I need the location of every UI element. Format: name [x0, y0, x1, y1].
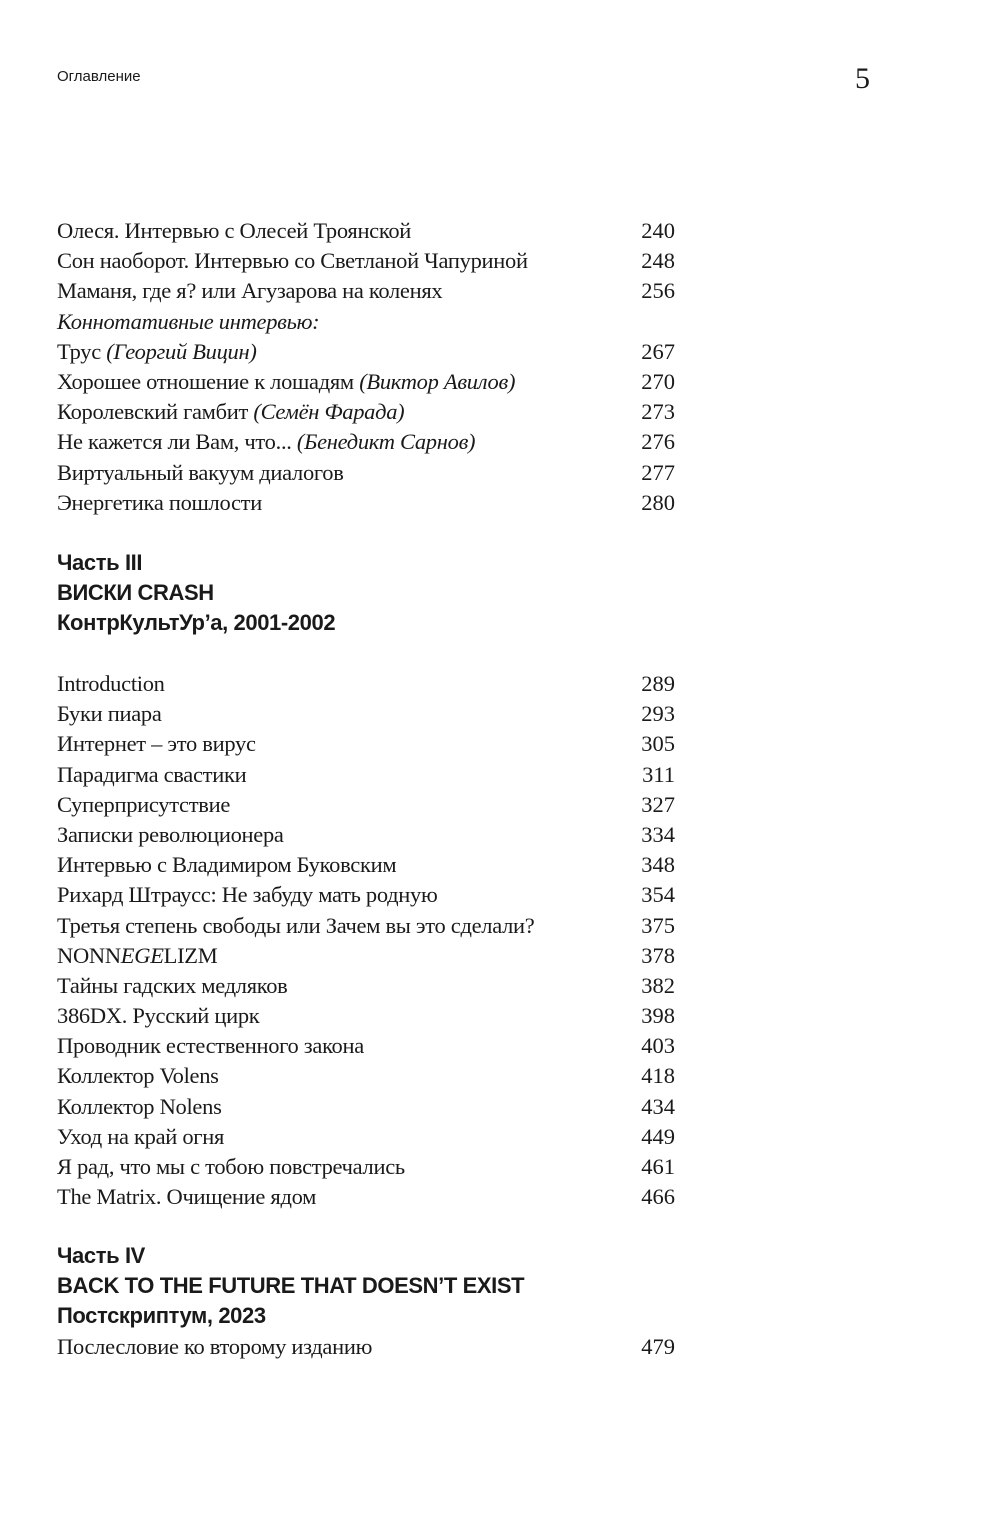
- entry-title-text: Олеся. Интервью с Олесей Троянской: [57, 218, 412, 243]
- entry-title-text: Уход на край огня: [57, 1123, 225, 1149]
- toc-page-number: 378: [641, 942, 675, 968]
- toc-entry[interactable]: [57, 729, 675, 759]
- toc-entry-title: [57, 941, 217, 971]
- toc-entry[interactable]: [57, 1061, 675, 1091]
- toc-entry-title: [57, 760, 246, 790]
- toc-page-number: 375: [641, 912, 675, 938]
- toc-entry-title: [57, 850, 396, 880]
- toc-entry[interactable]: [57, 276, 675, 306]
- toc-entry[interactable]: [57, 458, 675, 488]
- toc-entry-title: [57, 699, 162, 729]
- toc-entry[interactable]: [57, 820, 675, 850]
- entry-title-text: Не кажется ли Вам, что...: [57, 429, 297, 455]
- entry-author: (Бенедикт Сарнов): [296, 429, 476, 455]
- toc-entry-title: [57, 367, 515, 397]
- toc-block-part4: [57, 1332, 675, 1362]
- entry-title-text: Маманя, где я? или Агузарова на коленях: [57, 278, 443, 304]
- toc-page-number: 403: [641, 1033, 675, 1059]
- entry-title-text: Коллектор Nolens: [57, 1093, 222, 1119]
- entry-title-text: Интервью с Владимиром Буковским: [57, 852, 397, 878]
- toc-entry[interactable]: [57, 669, 675, 699]
- part-title: ВИСКИ CRASH: [57, 580, 214, 606]
- part-subtitle: Постскриптум, 2023: [57, 1303, 266, 1329]
- entry-title-text: Послесловие ко второму изданию: [57, 1334, 373, 1359]
- entry-author: Коннотативные интервью:: [57, 308, 320, 334]
- toc-page-number: 293: [641, 701, 675, 727]
- toc-entry-title: [57, 1031, 364, 1061]
- toc-entry[interactable]: [57, 427, 675, 457]
- toc-entry-title: [57, 1152, 405, 1182]
- toc-page-number: 398: [641, 1003, 675, 1029]
- toc-page-number: 348: [641, 852, 675, 878]
- entry-title-text: Коллектор Volens: [57, 1063, 219, 1089]
- entry-title-text: Рихард Штраусс: Не забуду мать родную: [57, 882, 438, 908]
- toc-entry-title: [57, 820, 284, 850]
- toc-entry-title: [57, 880, 438, 910]
- entry-title-text: Парадигма свастики: [57, 761, 247, 787]
- toc-entry-title: [57, 246, 528, 276]
- toc-page-number: 382: [641, 972, 675, 998]
- toc-entry-title: [57, 729, 256, 759]
- toc-page-number: 240: [641, 218, 675, 243]
- toc-page-number: 354: [641, 882, 675, 908]
- entry-author: (Виктор Авилов): [359, 368, 516, 394]
- toc-page-number: 479: [641, 1334, 675, 1359]
- toc-entry-title: [57, 790, 230, 820]
- entry-title-end: LIZM: [163, 942, 218, 968]
- entry-title-text: NONN: [57, 942, 121, 968]
- entry-title-text: Виртуальный вакуум диалогов: [57, 459, 344, 485]
- toc-page-number: 248: [641, 248, 675, 274]
- part3-heading: [57, 548, 675, 639]
- toc-entry[interactable]: [57, 488, 675, 518]
- toc-entry[interactable]: [57, 699, 675, 729]
- toc-page-number: 280: [641, 489, 675, 515]
- toc-page-number: 311: [642, 761, 675, 787]
- entry-title-italic: EGE: [120, 942, 164, 968]
- toc-entry[interactable]: [57, 367, 675, 397]
- toc-entry[interactable]: [57, 760, 675, 790]
- toc-entry-title: [57, 276, 442, 306]
- part-label: Часть III: [57, 550, 143, 575]
- toc-page-number: 327: [641, 791, 675, 817]
- entry-title-text: Я рад, что мы с тобою повстречались: [57, 1154, 405, 1179]
- toc-entry[interactable]: [57, 1031, 675, 1061]
- toc-page-number: 289: [641, 671, 675, 696]
- entry-title-text: Записки революционера: [57, 821, 284, 847]
- entry-title-text: Третья степень свободы или Зачем вы это сделали?: [57, 912, 535, 938]
- toc-entry-title: [57, 669, 165, 699]
- toc-entry[interactable]: [57, 911, 675, 941]
- part4-heading: [57, 1241, 675, 1332]
- toc-entry-title: [57, 1061, 219, 1091]
- page-number: 5: [855, 62, 870, 95]
- toc-entry-title: [57, 1122, 224, 1152]
- toc-entry-title: [57, 397, 404, 427]
- toc-entry[interactable]: [57, 1182, 675, 1212]
- entry-title-text: Проводник естественного закона: [57, 1033, 364, 1059]
- toc-entry-title: [57, 427, 475, 457]
- toc-entry[interactable]: [57, 1152, 675, 1182]
- toc-entry[interactable]: [57, 246, 675, 276]
- entry-author: (Семён Фарада): [253, 399, 405, 425]
- toc-block-part3: [57, 669, 675, 1212]
- toc-entry[interactable]: [57, 337, 675, 367]
- toc-entry-title: [57, 971, 288, 1001]
- toc-entry[interactable]: [57, 971, 675, 1001]
- toc-page-number: 277: [641, 459, 675, 485]
- toc-entry-title: [57, 307, 319, 337]
- toc-entry-title: [57, 1332, 372, 1362]
- toc-entry[interactable]: [57, 216, 675, 246]
- toc-page-number: 434: [641, 1093, 675, 1119]
- entry-title-text: Тайны гадских медляков: [57, 972, 288, 998]
- toc-entry-title: [57, 337, 257, 367]
- toc-entry[interactable]: [57, 1122, 675, 1152]
- entry-title-text: Буки пиара: [57, 701, 162, 727]
- entry-title-text: Сон наоборот. Интервью со Светланой Чапуриной: [57, 248, 528, 274]
- toc-block-part2-end: [57, 216, 675, 518]
- toc-entry[interactable]: [57, 1332, 675, 1362]
- part-subtitle: КонтрКультУр’а, 2001-2002: [57, 610, 336, 636]
- entry-title-text: The Matrix. Очищение ядом: [57, 1184, 317, 1210]
- toc-page-number: 418: [641, 1063, 675, 1089]
- toc-entry-title: [57, 216, 411, 246]
- toc-entry[interactable]: [57, 307, 675, 337]
- toc-entry-title: [57, 1092, 222, 1122]
- entry-title-text: Трус: [57, 338, 107, 364]
- toc-entry[interactable]: [57, 790, 675, 820]
- toc-page-number: 305: [641, 731, 675, 757]
- toc-entry[interactable]: [57, 880, 675, 910]
- entry-title-text: Интернет – это вирус: [57, 731, 256, 757]
- toc-page-number: 273: [641, 399, 675, 425]
- entry-title-text: Хорошее отношение к лошадям: [57, 368, 360, 394]
- entry-title-text: Суперприсутствие: [57, 791, 231, 817]
- running-title: Оглавление: [57, 68, 141, 85]
- toc-page-number: 461: [641, 1154, 675, 1179]
- toc-entry[interactable]: [57, 397, 675, 427]
- toc-page-number: 466: [641, 1184, 675, 1210]
- entry-title-text: 386DX. Русский цирк: [57, 1003, 260, 1029]
- toc-entry[interactable]: [57, 941, 675, 971]
- part-title: BACK TO THE FUTURE THAT DOESN’T EXIST: [57, 1273, 525, 1299]
- entry-title-text: Энергетика пошлости: [57, 489, 262, 515]
- entry-author: (Георгий Вицин): [106, 338, 257, 364]
- entry-title-text: Королевский гамбит: [57, 399, 254, 425]
- toc-entry-title: [57, 1182, 316, 1212]
- toc-entry-title: [57, 488, 262, 518]
- toc-entry[interactable]: [57, 1092, 675, 1122]
- toc-page-number: 334: [641, 821, 675, 847]
- toc-entry[interactable]: [57, 850, 675, 880]
- toc-page-number: 267: [641, 338, 675, 364]
- toc-page-number: 276: [641, 429, 675, 455]
- part-label: Часть IV: [57, 1243, 145, 1268]
- toc-entry-title: [57, 458, 344, 488]
- toc-entry[interactable]: [57, 1001, 675, 1031]
- toc-page-number: 449: [641, 1123, 675, 1149]
- toc-page-number: 256: [641, 278, 675, 304]
- toc-page-number: 270: [641, 368, 675, 394]
- entry-title-text: Introduction: [57, 671, 165, 696]
- toc-entry-title: [57, 1001, 259, 1031]
- toc-entry-title: [57, 911, 534, 941]
